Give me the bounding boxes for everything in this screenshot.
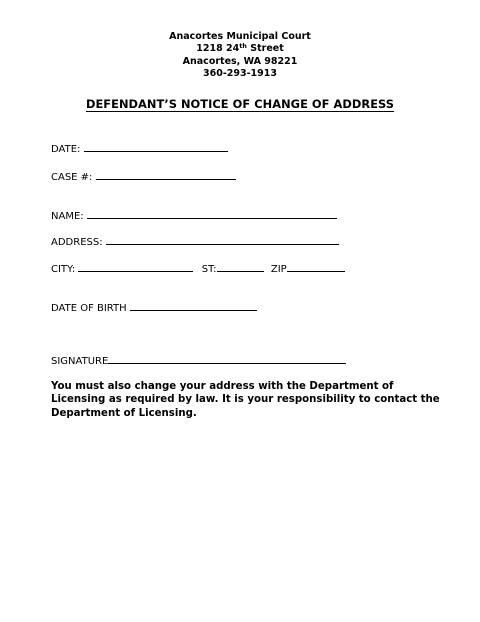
page-title-text: DEFENDANT’S NOTICE OF CHANGE OF ADDRESS xyxy=(85,97,395,111)
case-row xyxy=(51,170,236,183)
street-ordinal: th xyxy=(239,42,247,51)
court-street xyxy=(0,43,480,55)
date-label: DATE: xyxy=(51,144,81,155)
address-row xyxy=(51,235,339,248)
date-field[interactable] xyxy=(84,142,228,152)
case-label: CASE #: xyxy=(51,172,93,183)
name-row xyxy=(51,209,337,222)
dob-label: DATE OF BIRTH xyxy=(51,303,127,314)
state-field[interactable] xyxy=(217,262,264,272)
date-row xyxy=(51,142,228,155)
street-name: Street xyxy=(246,43,284,55)
address-field[interactable] xyxy=(106,235,339,245)
signature-label: SIGNATURE xyxy=(51,356,109,367)
court-city: Anacortes, WA 98221 xyxy=(182,55,298,67)
zip-field[interactable] xyxy=(287,262,345,272)
city-field[interactable] xyxy=(78,262,193,272)
signature-field[interactable] xyxy=(108,354,346,364)
signature-row xyxy=(51,354,346,367)
state-label: ST: xyxy=(201,264,217,275)
licensing-notice: You must also change your address with the Department of Licensing as required by law. It is your responsibility to contact the Department of Licensing. xyxy=(51,381,440,419)
court-name: Anacortes Municipal Court xyxy=(169,31,311,42)
city-label: CITY: xyxy=(51,264,76,275)
court-phone: 360-293-1913 xyxy=(203,67,277,79)
street-number: 1218 24 xyxy=(196,43,240,55)
court-header xyxy=(0,31,480,80)
dob-row xyxy=(51,301,257,314)
city-row xyxy=(51,262,345,275)
dob-field[interactable] xyxy=(130,301,257,311)
zip-label: ZIP xyxy=(270,264,287,275)
name-label: NAME: xyxy=(51,211,84,222)
case-number-field[interactable] xyxy=(96,170,236,180)
address-label: ADDRESS: xyxy=(51,237,103,248)
name-field[interactable] xyxy=(87,209,337,219)
page-title xyxy=(0,97,480,111)
